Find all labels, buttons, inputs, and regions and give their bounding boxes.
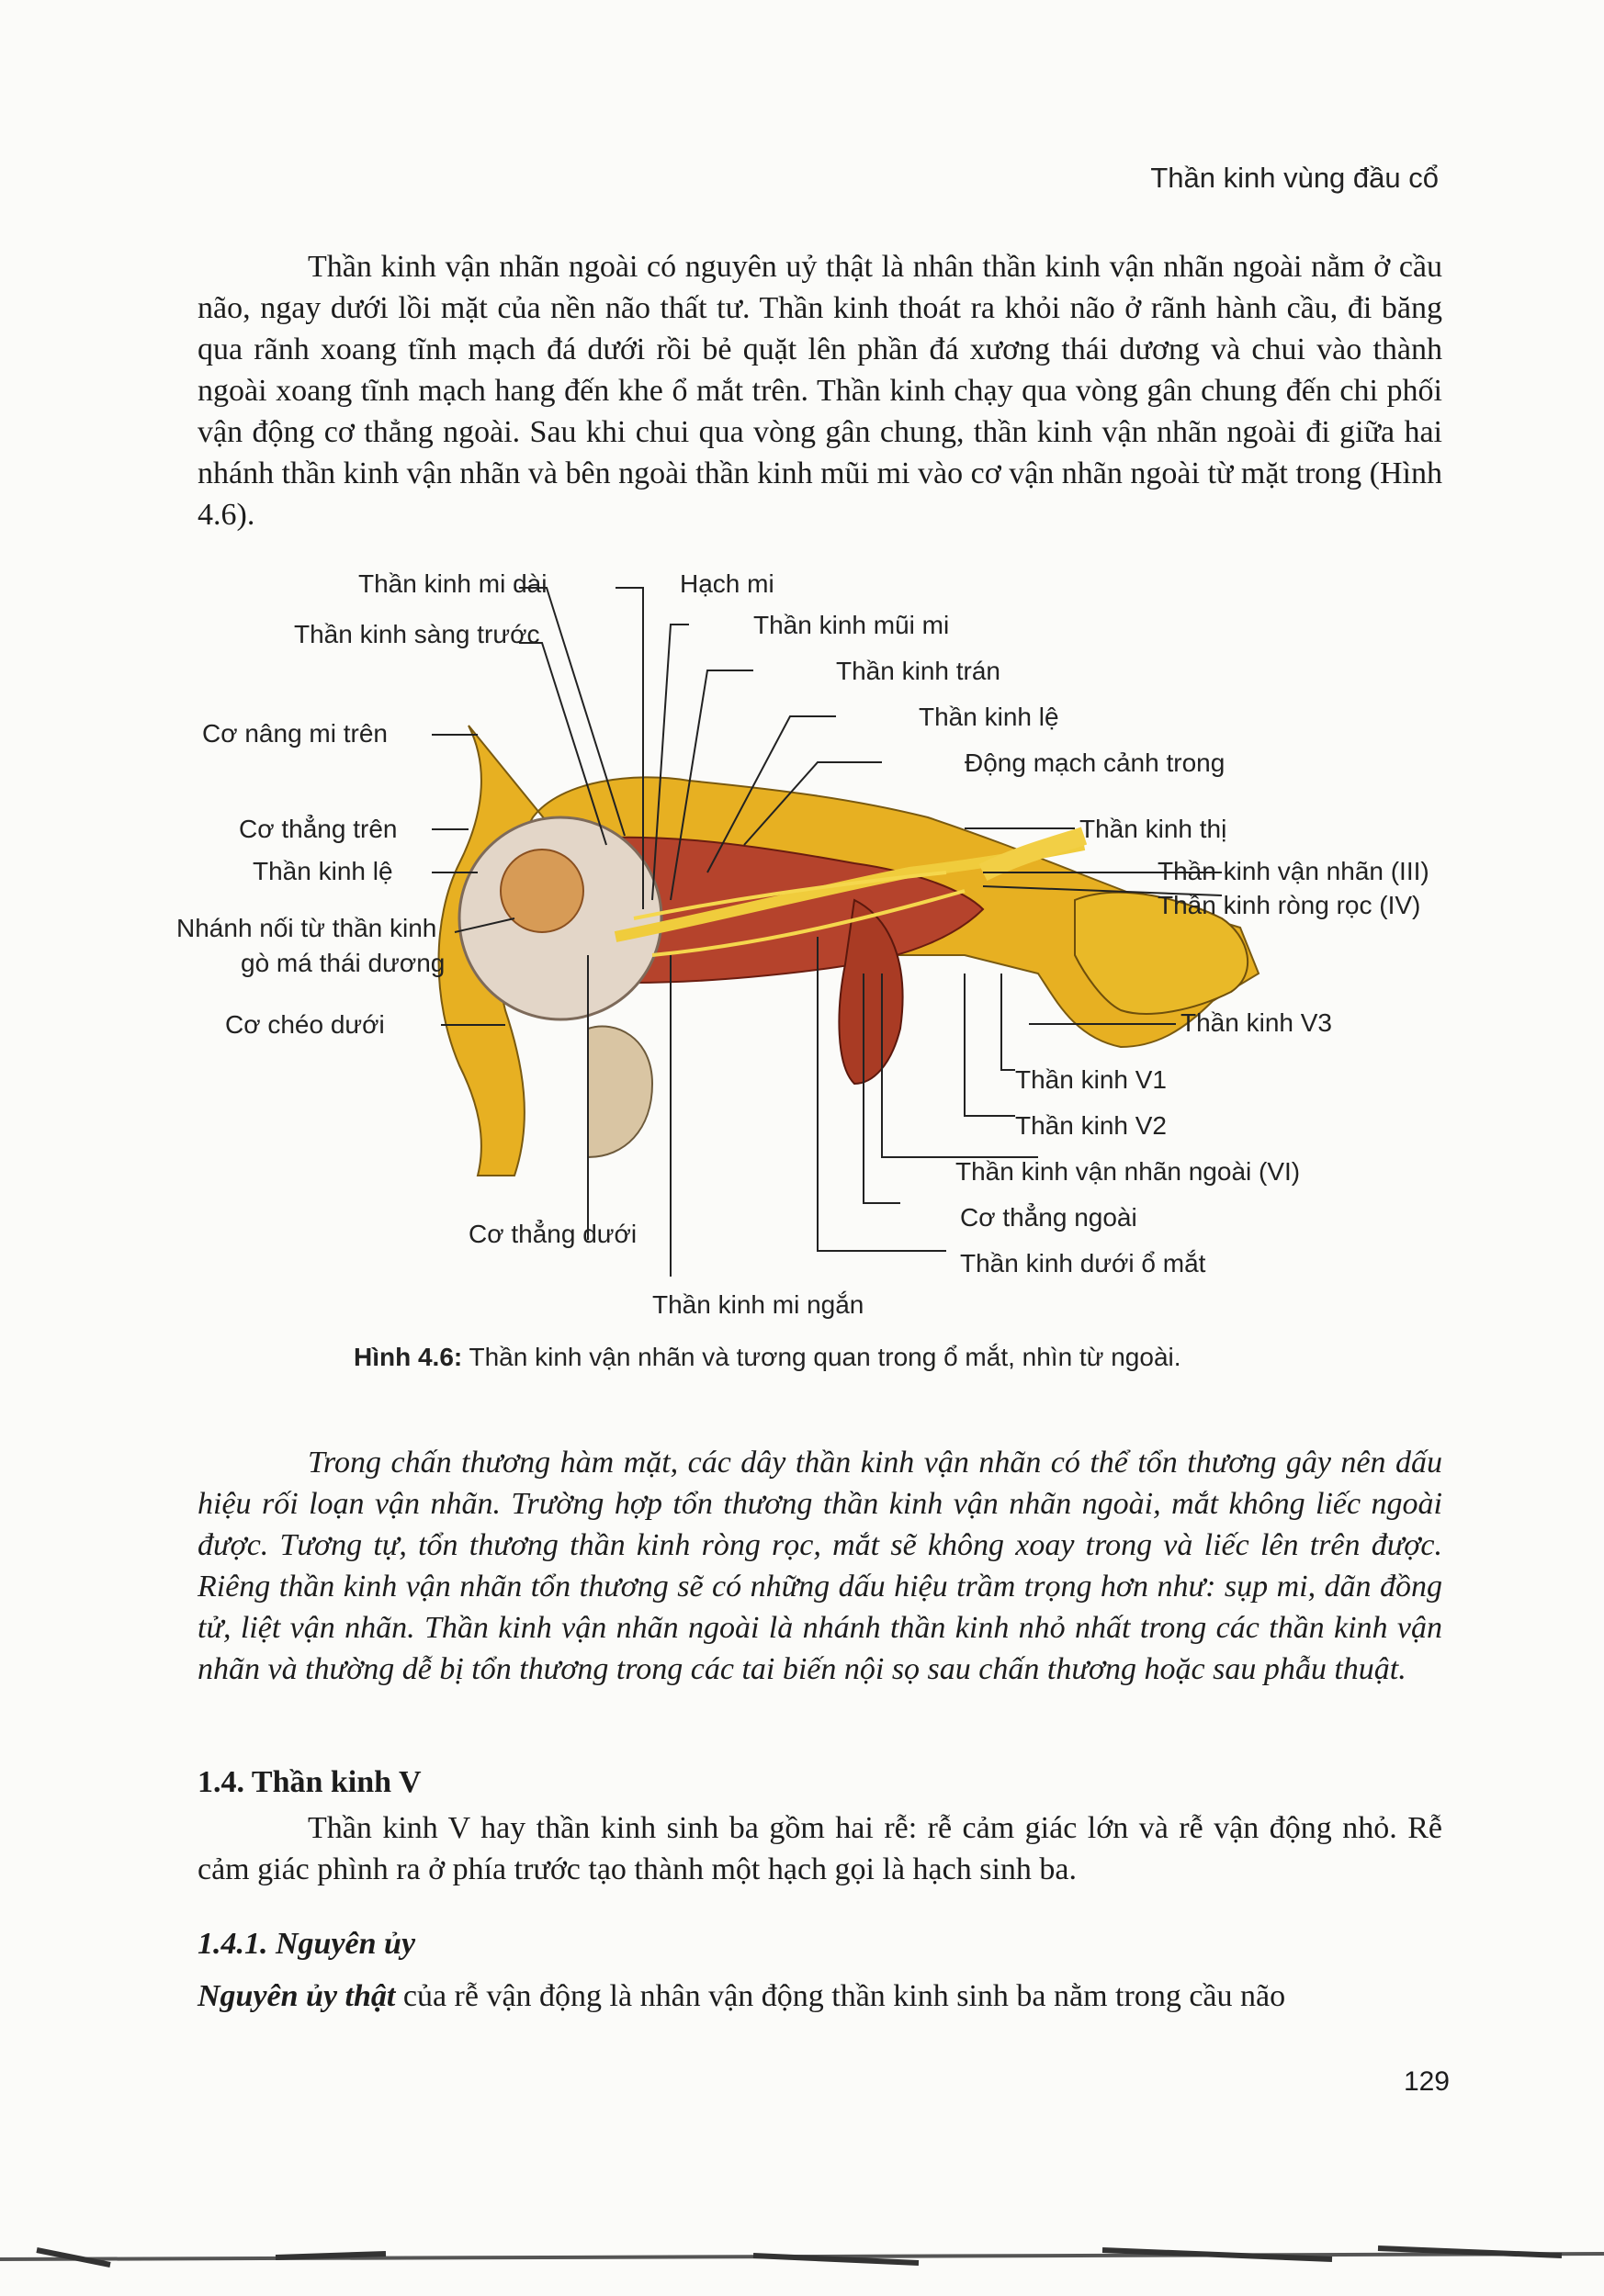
label-than-kinh-v3: Thần kinh V3 <box>1180 1008 1332 1037</box>
label-nhanh-noi-line1: Nhánh nối từ thần kinh <box>176 914 437 942</box>
label-than-kinh-van-nhan-ngoai-vi: Thần kinh vận nhãn ngoài (VI) <box>955 1157 1301 1186</box>
last-line <box>198 1979 1285 2014</box>
label-than-kinh-mui-mi: Thần kinh mũi mi <box>753 611 950 639</box>
label-than-kinh-tran: Thần kinh trán <box>836 657 1000 685</box>
label-co-nang-mi-tren: Cơ nâng mi trên <box>202 719 389 748</box>
label-than-kinh-mi-ngan: Thần kinh mi ngắn <box>652 1290 864 1319</box>
label-co-thang-tren: Cơ thẳng trên <box>239 815 398 843</box>
label-than-kinh-thi: Thần kinh thị <box>1079 815 1227 843</box>
iris <box>501 850 583 932</box>
figure-caption <box>354 1343 1181 1372</box>
subsection-heading: 1.4.1. Nguyên ủy <box>198 1927 416 1961</box>
last-line-text: của rễ vận động là nhân vận động thần kinh sinh ba nằm trong cầu não <box>395 1979 1286 2013</box>
label-than-kinh-duoi-o-mat: Thần kinh dưới ổ mắt <box>960 1249 1206 1277</box>
paragraph-3-text: Thần kinh V hay thần kinh sinh ba gồm hai rễ: rễ cảm giác lớn và rễ vận động nhỏ. Rễ cảm giác phình ra ở phía trước tạo thành một hạch gọi là hạch sinh ba. <box>198 1811 1442 1886</box>
label-than-kinh-sang-truoc: Thần kinh sàng trước <box>294 620 540 648</box>
label-co-thang-duoi: Cơ thẳng dưới <box>469 1220 638 1248</box>
label-co-cheo-duoi: Cơ chéo dưới <box>225 1010 385 1039</box>
label-nhanh-noi-line2: gò má thái dương <box>241 949 446 977</box>
scan-edge-strip <box>0 2223 1604 2278</box>
paragraph-2 <box>198 1442 1442 1690</box>
last-line-bold: Nguyên ủy thật <box>198 1979 396 2013</box>
paragraph-2-text: Trong chấn thương hàm mặt, các dây thần kinh vận nhãn có thể tổn thương gây nên dấu hiệu rối loạn vận nhãn. Trường hợp tổn thương thần kinh vận nhãn ngoài, mắt không liếc ngoài được. Tương tự, tổn thương thần kinh ròng rọc, mắt sẽ không xoay trong và liếc lên trên được. Riêng thần kinh vận nhãn tổn thương sẽ có những dấu hiệu trầm trọng hơn như: sụp mi, dãn đồng tử, liệt vận nhãn. Thần kinh vận nhãn ngoài là nhánh thần kinh nhỏ nhất trong các thần kinh vận nhãn và thường dễ bị tổn thương trong các tai biến nội sọ sau chấn thương hoặc sau phẫu thuật. <box>198 1446 1442 1686</box>
paragraph-1-text: Thần kinh vận nhãn ngoài có nguyên uỷ thật là nhân thần kinh vận nhãn ngoài nằm ở cầu não, ngay dưới lồi mặt của nền não thất tư. Thần kinh thoát ra khỏi não ở rãnh hành cầu, đi băng qua rãnh xoang tĩnh mạch đá dưới rồi bẻ quặt lên phần đá xương thái dương và chui vào thành ngoài xoang tĩnh mạch hang đến khe ổ mắt trên. Thần kinh chạy qua vòng gân chung đến chi phối vận động cơ thẳng ngoài. Sau khi chui qua vòng gân chung, thần kinh vận nhãn ngoài đi giữa hai nhánh thần kinh vận nhãn và bên ngoài thần kinh mũi mi vào cơ vận nhãn ngoài từ mặt trong (Hình 4.6). <box>198 250 1442 532</box>
section-heading: 1.4. Thần kinh V <box>198 1765 422 1799</box>
label-than-kinh-v2: Thần kinh V2 <box>1015 1111 1167 1140</box>
label-than-kinh-le-right: Thần kinh lệ <box>919 703 1059 731</box>
label-than-kinh-v1: Thần kinh V1 <box>1015 1065 1167 1094</box>
maxillary-bone <box>588 1027 652 1158</box>
label-co-thang-ngoai: Cơ thẳng ngoài <box>960 1203 1137 1232</box>
label-than-kinh-van-nhan-iii: Thần kinh vận nhãn (III) <box>1158 857 1429 885</box>
label-than-kinh-mi-dai: Thần kinh mi dài <box>358 569 548 598</box>
paragraph-3 <box>198 1807 1442 1890</box>
label-than-kinh-rong-roc-iv: Thần kinh ròng rọc (IV) <box>1158 891 1421 919</box>
caption-number: Hình 4.6: <box>354 1343 463 1371</box>
label-than-kinh-le-left: Thần kinh lệ <box>253 857 393 885</box>
label-dong-mach-canh-trong: Động mạch cảnh trong <box>965 748 1226 777</box>
running-head: Thần kinh vùng đầu cổ <box>1150 162 1439 194</box>
label-hach-mi: Hạch mi <box>680 569 774 598</box>
caption-text: Thần kinh vận nhãn và tương quan trong ổ mắt, nhìn từ ngoài. <box>462 1343 1181 1371</box>
paragraph-1 <box>198 246 1442 535</box>
page-number: 129 <box>1403 2066 1450 2097</box>
figure-4-6 <box>156 569 1479 1341</box>
